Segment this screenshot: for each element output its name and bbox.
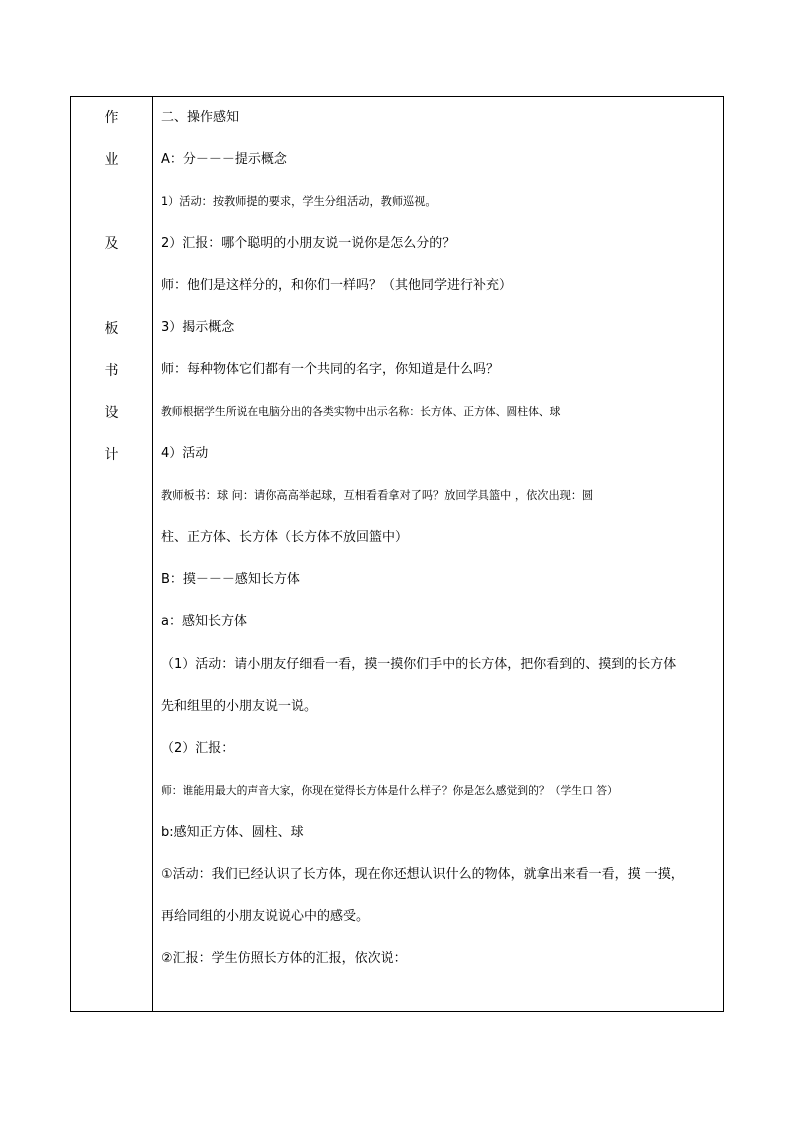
- subsection-heading: A：分－－－提示概念: [161, 152, 287, 167]
- content-line: （1）活动：请小朋友仔细看一看，摸一摸你们手中的长方体，把你看到的、摸到的长方体: [161, 657, 677, 672]
- section-label-char: 计: [104, 447, 119, 463]
- lesson-table: [70, 96, 724, 1012]
- section-label-char: 板: [104, 321, 119, 337]
- section-label-char: 书: [104, 363, 119, 379]
- content-line: 教师根据学生所说在电脑分出的各类实物中出示名称：长方体、正方体、圆柱体、球: [161, 405, 561, 418]
- content-line: （2）汇报：: [161, 741, 235, 756]
- lesson-content: [161, 97, 723, 1011]
- column-divider: [152, 97, 153, 1011]
- content-line: 1）活动：按教师提的要求，学生分组活动，教师巡视。: [161, 195, 437, 208]
- section-label-char: 业: [104, 152, 119, 168]
- content-line: 先和组里的小朋友说一说。: [161, 699, 318, 714]
- content-line: 4）活动: [161, 446, 209, 461]
- content-line: 师：他们是这样分的，和你们一样吗？（其他同学进行补充）: [161, 278, 513, 293]
- content-line: 师：谁能用最大的声音大家，你现在觉得长方体是什么样子？你是怎么感觉到的？（学生口 答）: [161, 784, 618, 797]
- content-line: a：感知长方体: [161, 614, 247, 629]
- section-label-char: 作: [104, 110, 119, 126]
- subsection-heading: B：摸－－－感知长方体: [161, 572, 300, 587]
- content-line: 2）汇报：哪个聪明的小朋友说一说你是怎么分的？: [161, 236, 456, 251]
- content-line: ②汇报：学生仿照长方体的汇报，依次说：: [161, 951, 407, 966]
- content-line: ①活动：我们已经认识了长方体，现在你还想认识什么的物体，就拿出来看一看，摸 一摸，: [161, 867, 684, 882]
- content-line: b:感知正方体、圆柱、球: [161, 825, 304, 840]
- content-line: 3）揭示概念: [161, 320, 235, 335]
- content-line: 师：每种物体它们都有一个共同的名字，你知道是什么吗？: [161, 362, 500, 377]
- section-label-char: 设: [104, 405, 119, 421]
- content-line: 柱、正方体、长方体（长方体不放回篮中）: [161, 530, 409, 545]
- content-line: 教师板书：球 问：请你高高举起球，互相看看拿对了吗？放回学具篮中 ，依次出现：圆: [161, 489, 594, 502]
- section-label-char: 及: [104, 236, 119, 252]
- section-label-column: [71, 97, 152, 1011]
- section-heading: 二、操作感知: [161, 110, 240, 125]
- content-line: 再给同组的小朋友说说心中的感受。: [161, 909, 370, 924]
